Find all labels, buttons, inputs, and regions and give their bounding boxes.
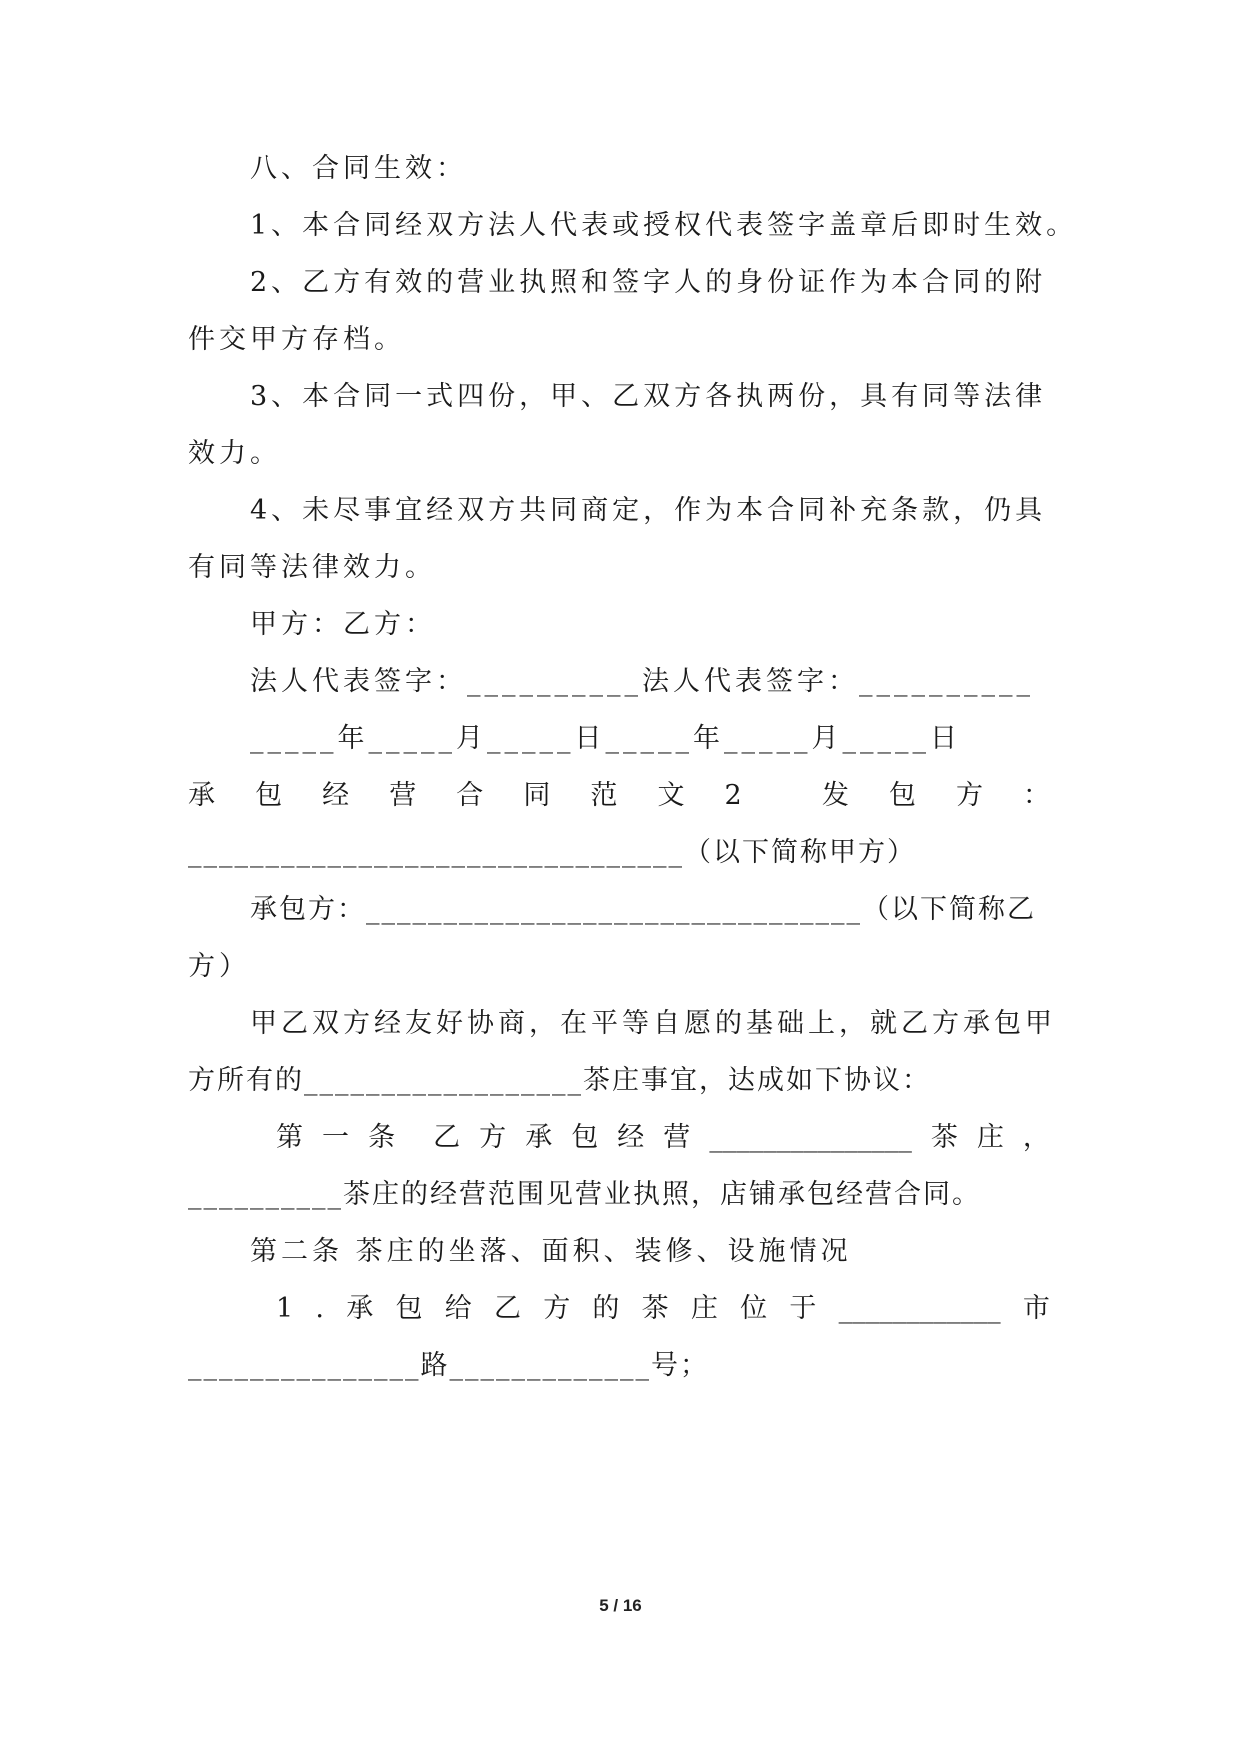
agreement-intro-line-2: 方所有的__________________茶庄事宜，达成如下协议： bbox=[188, 1065, 931, 1096]
char: 经 bbox=[617, 1122, 645, 1153]
second-contract-title-line bbox=[188, 779, 1050, 813]
clause-4-line-2: 有同等法律效力。 bbox=[188, 552, 436, 583]
char: 方 bbox=[479, 1122, 507, 1153]
clause-2-line-2: 件交甲方存档。 bbox=[188, 324, 405, 355]
date-line: _____年_____月_____日_____年_____月_____日 bbox=[250, 723, 961, 754]
char: 茶 bbox=[641, 1293, 669, 1324]
char: 条 bbox=[368, 1122, 396, 1153]
clause-3-line-2: 效力。 bbox=[188, 438, 281, 469]
char: 承 bbox=[525, 1122, 553, 1153]
contractor-line-cont: 方） bbox=[188, 951, 250, 982]
char: 包 bbox=[255, 780, 283, 811]
char: 第 bbox=[276, 1122, 303, 1153]
char: 的 bbox=[592, 1293, 620, 1324]
page-number: 5 / 16 bbox=[599, 1596, 642, 1615]
char: . bbox=[315, 1293, 325, 1324]
clause-3-line-1: 3、本合同一式四份，甲、乙双方各执两份，具有同等法律 bbox=[250, 381, 1047, 412]
article-2-item-1-line-1 bbox=[276, 1292, 1050, 1326]
char: 承 bbox=[188, 780, 215, 811]
article-2-item-1-line-2: _______________路_____________号； bbox=[188, 1350, 709, 1381]
char: 营 bbox=[663, 1122, 691, 1153]
char: ， bbox=[1022, 1122, 1050, 1153]
char: 包 bbox=[888, 780, 916, 811]
article-1-line-1 bbox=[276, 1121, 1050, 1155]
char: 市 bbox=[1022, 1293, 1050, 1324]
blank: _______________ bbox=[709, 1122, 912, 1153]
clause-1: 1、本合同经双方法人代表或授权代表签字盖章后即时生效。 bbox=[250, 210, 1078, 241]
char: 乙 bbox=[493, 1293, 521, 1324]
char: 位 bbox=[740, 1293, 768, 1324]
char: 承 bbox=[346, 1293, 374, 1324]
signature-line: 法人代表签字：__________法人代表签字：__________ bbox=[250, 666, 1034, 697]
char: 庄 bbox=[976, 1122, 1004, 1153]
char: 给 bbox=[444, 1293, 472, 1324]
char: 同 bbox=[523, 780, 551, 811]
char: 包 bbox=[395, 1293, 423, 1324]
clause-4-line-1: 4、未尽事宜经双方共同商定，作为本合同补充条款，仍具 bbox=[250, 495, 1047, 526]
char: 经 bbox=[322, 780, 350, 811]
article-1-line-2: __________茶庄的经营范围见营业执照，店铺承包经营合同。 bbox=[188, 1179, 981, 1210]
char: 方 bbox=[955, 780, 983, 811]
char: 包 bbox=[571, 1122, 599, 1153]
clause-2-line-1: 2、乙方有效的营业执照和签字人的身份证作为本合同的附 bbox=[250, 267, 1047, 298]
char: 文 bbox=[657, 780, 685, 811]
char: 方 bbox=[543, 1293, 571, 1324]
char: 茶 bbox=[930, 1122, 958, 1153]
section-heading-contract-effect: 八、合同生效： bbox=[250, 153, 467, 184]
char: 范 bbox=[590, 780, 618, 811]
article-2-heading: 第二条 茶庄的坐落、面积、装修、设施情况 bbox=[250, 1236, 852, 1267]
blank: ____________ bbox=[838, 1293, 1001, 1324]
char: 合 bbox=[456, 780, 484, 811]
char: 2 bbox=[724, 780, 742, 811]
char: ： bbox=[1023, 780, 1050, 811]
char: 一 bbox=[322, 1122, 350, 1153]
contractor-line: 承包方：________________________________（以下简称乙 bbox=[250, 894, 1036, 925]
agreement-intro-line-1: 甲乙双方经友好协商，在平等自愿的基础上，就乙方承包甲 bbox=[250, 1008, 1056, 1039]
char: 乙 bbox=[433, 1122, 461, 1153]
issuer-blank-line: ________________________________（以下简称甲方） bbox=[188, 837, 916, 868]
char: 于 bbox=[789, 1293, 817, 1324]
char: 1 bbox=[276, 1293, 294, 1324]
char: 发 bbox=[821, 780, 849, 811]
char: 营 bbox=[389, 780, 417, 811]
char: 庄 bbox=[690, 1293, 718, 1324]
party-labels: 甲方：乙方： bbox=[250, 609, 436, 640]
